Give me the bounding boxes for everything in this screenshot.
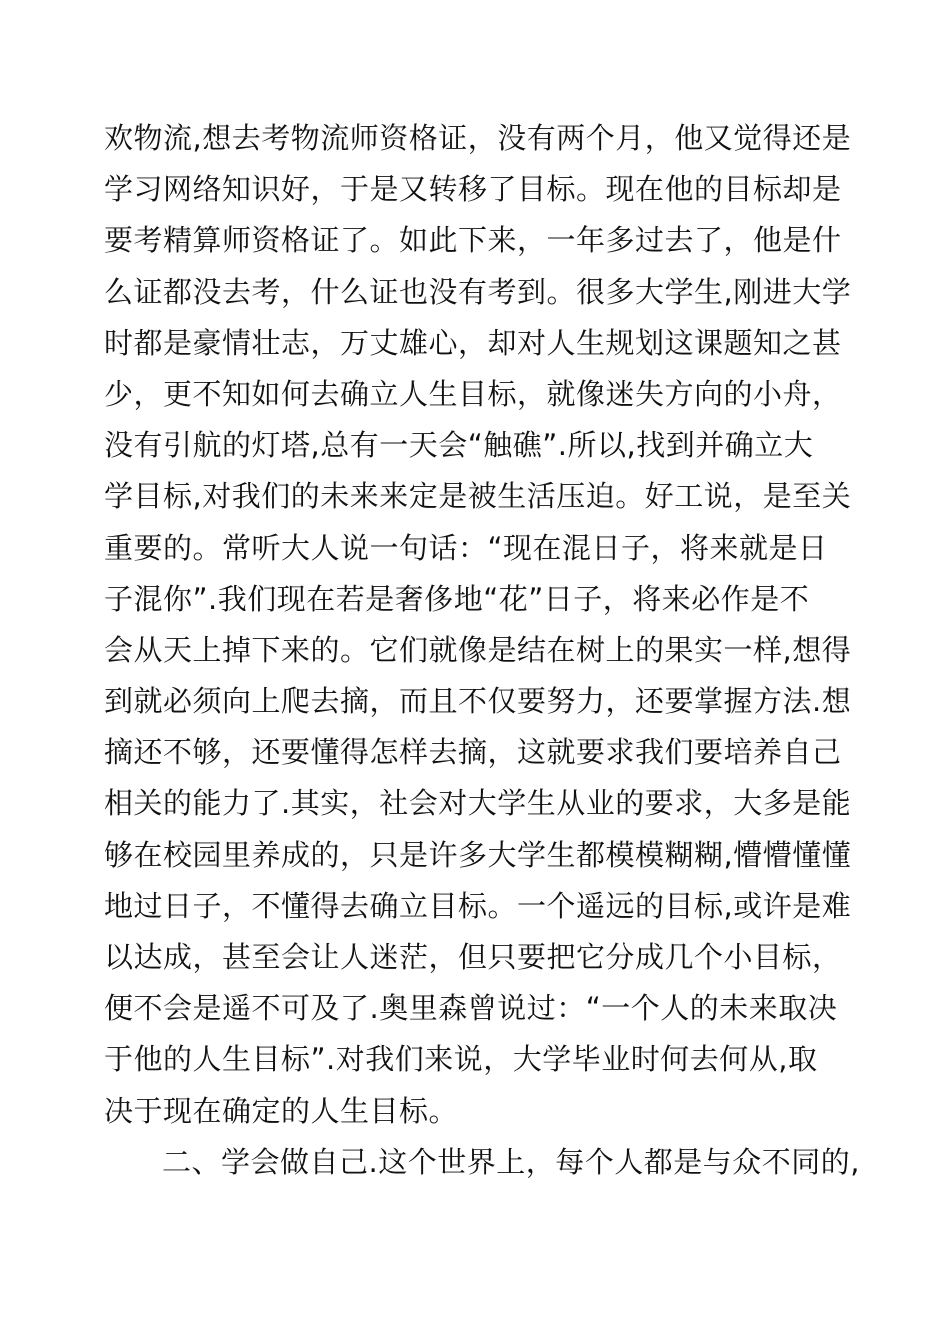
text-line: 欢物流,想去考物流师资格证，没有两个月，他又觉得还是 <box>104 121 852 155</box>
text-line: 够在校园里养成的，只是许多大学生都模模糊糊,懵懵懂懂 <box>104 837 852 872</box>
text-line: 相关的能力了.其实，社会对大学生从业的要求，大多是能 <box>104 786 852 821</box>
text-line: 重要的。常听大人说一句话：“现在混日子，将来就是日 <box>104 530 828 565</box>
text-line: 么证都没去考，什么证也没有考到。很多大学生,刚进大学 <box>104 274 852 309</box>
paragraph-heading-line: 二、学会做自己.这个世界上，每个人都是与众不同的, <box>162 1144 860 1179</box>
text-line: 便不会是遥不可及了.奥里森曾说过：“一个人的未来取决 <box>104 991 838 1026</box>
text-line: 于他的人生目标”.对我们来说，大学毕业时何去何从,取 <box>104 1042 818 1077</box>
text-line: 时都是豪情壮志，万丈雄心，却对人生规划这课题知之甚 <box>104 325 842 360</box>
text-line: 地过日子，不懂得去确立目标。一个遥远的目标,或许是难 <box>104 888 852 923</box>
text-line: 学习网络知识好，于是又转移了目标。现在他的目标却是 <box>104 172 842 207</box>
text-line: 以达成，甚至会让人迷茫，但只要把它分成几个小目标， <box>104 940 842 974</box>
text-line: 学目标,对我们的未来来定是被生活压迫。好工说，是至关 <box>104 479 852 514</box>
body-text <box>104 113 864 1188</box>
text-line: 决于现在确定的人生目标。 <box>104 1093 459 1128</box>
text-line: 少，更不知如何去确立人生目标，就像迷失方向的小舟， <box>104 376 842 411</box>
text-line: 会从天上掉下来的。它们就像是结在树上的果实一样,想得 <box>104 632 852 667</box>
text-line: 要考精算师资格证了。如此下来，一年多过去了，他是什 <box>104 223 842 258</box>
text-line: 摘还不够，还要懂得怎样去摘，这就要求我们要培养自己 <box>104 735 842 770</box>
text-line: 没有引航的灯塔,总有一天会“触礁”.所以,找到并确立大 <box>104 428 814 463</box>
text-line: 到就必须向上爬去摘，而且不仅要努力，还要掌握方法.想 <box>104 684 852 719</box>
text-line: 子混你”.我们现在若是奢侈地“花”日子，将来必作是不 <box>104 581 810 616</box>
